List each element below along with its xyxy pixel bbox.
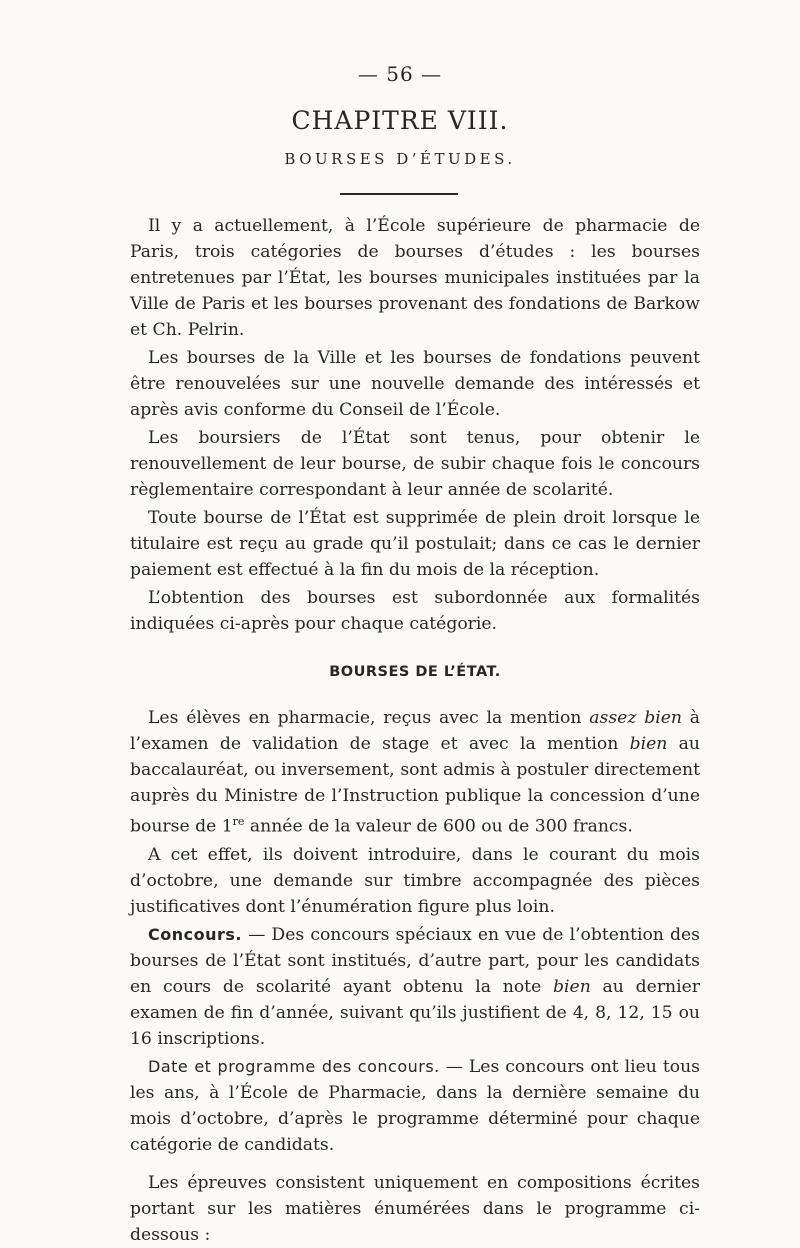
chapter-subtitle: BOURSES D’ÉTUDES. <box>284 150 516 168</box>
chapter-title: CHAPITRE VIII. <box>291 106 509 135</box>
text-run: au dernier examen de fin d’année, suivant qu’ils justifient de 4, 8, 12, 15 ou 16 inscriptions. <box>130 976 700 1049</box>
state-paragraph-1 <box>130 705 700 840</box>
emphasis-bien: bien <box>629 734 668 754</box>
page-number: — 56 — <box>357 62 443 86</box>
text-run: à l’examen de validation de stage et avec la mention <box>130 708 700 754</box>
intro-paragraph-5: L’obtention des bourses est subordonnée aux formalités indiquées ci-après pour chaque catégorie. <box>130 588 700 634</box>
text-run: année de la valeur de 600 ou de 300 francs. <box>244 816 633 837</box>
superscript-re: re <box>232 815 245 828</box>
text-run: — Des concours spéciaux en vue de l’obtention des bourses de l’État sont institués, d’autre part, pour les candidats en cours de scolarité ayant obtenu la note <box>130 924 700 997</box>
date-programme-heading: Date et programme des concours. <box>148 1056 440 1076</box>
intro-paragraph-3: Les boursiers de l’État sont tenus, pour obtenir le renouvellement de leur bourse, de subir chaque fois le concours règlementaire correspondant à leur année de scolarité. <box>130 428 700 500</box>
text-run: Les élèves en pharmacie, reçus avec la mention <box>148 708 590 728</box>
intro-paragraph-1: Il y a actuellement, à l’École supérieure de pharmacie de Paris, trois catégories de bourses d’études : les bourses entretenues par l’État, les bourses municipales instituées par la Ville de Paris et les bourses provenant des fondations de Barkow et Ch. Pelrin. <box>130 216 700 340</box>
epreuves-paragraph: Les épreuves consistent uniquement en compositions écrites portant sur les matières énumérées dans le programme ci-dessous : <box>130 1172 700 1245</box>
emphasis-bien-note: bien <box>553 976 591 997</box>
state-paragraph-2: A cet effet, ils doivent introduire, dans le courant du mois d’octobre, une demande sur timbre accompagnée des pièces justificatives dont l’énumération figure plus loin. <box>130 844 700 917</box>
text-run: — Les concours ont lieu tous les ans, à l’École de Pharmacie, dans la dernière semaine du mois d’octobre, d’après le programme déterminé pour chaque catégorie de candidats. <box>130 1056 700 1155</box>
title-divider <box>340 193 458 195</box>
section-heading: BOURSES DE L’ÉTAT. <box>329 664 501 680</box>
date-programme-paragraph <box>130 1054 700 1158</box>
intro-paragraph-2: Les bourses de la Ville et les bourses de fondations peuvent être renouvelées sur une nouvelle demande des intéressés et après avis conforme du Conseil de l’École. <box>130 348 700 420</box>
intro-paragraph-4: Toute bourse de l’État est supprimée de plein droit lorsque le titulaire est reçu au grade qu’il postulait; dans ce cas le dernier paiement est effectué à la fin du mois de la réception. <box>130 508 700 580</box>
body-text <box>130 213 700 1248</box>
concours-heading: Concours. <box>148 924 242 944</box>
emphasis-assez-bien: assez bien <box>589 708 682 728</box>
text-run: au baccalauréat, ou inversement, sont admis à postuler directement auprès du Ministre de l’Instruction publique la concession d’une bourse de 1 <box>130 734 700 837</box>
concours-paragraph <box>130 922 700 1052</box>
